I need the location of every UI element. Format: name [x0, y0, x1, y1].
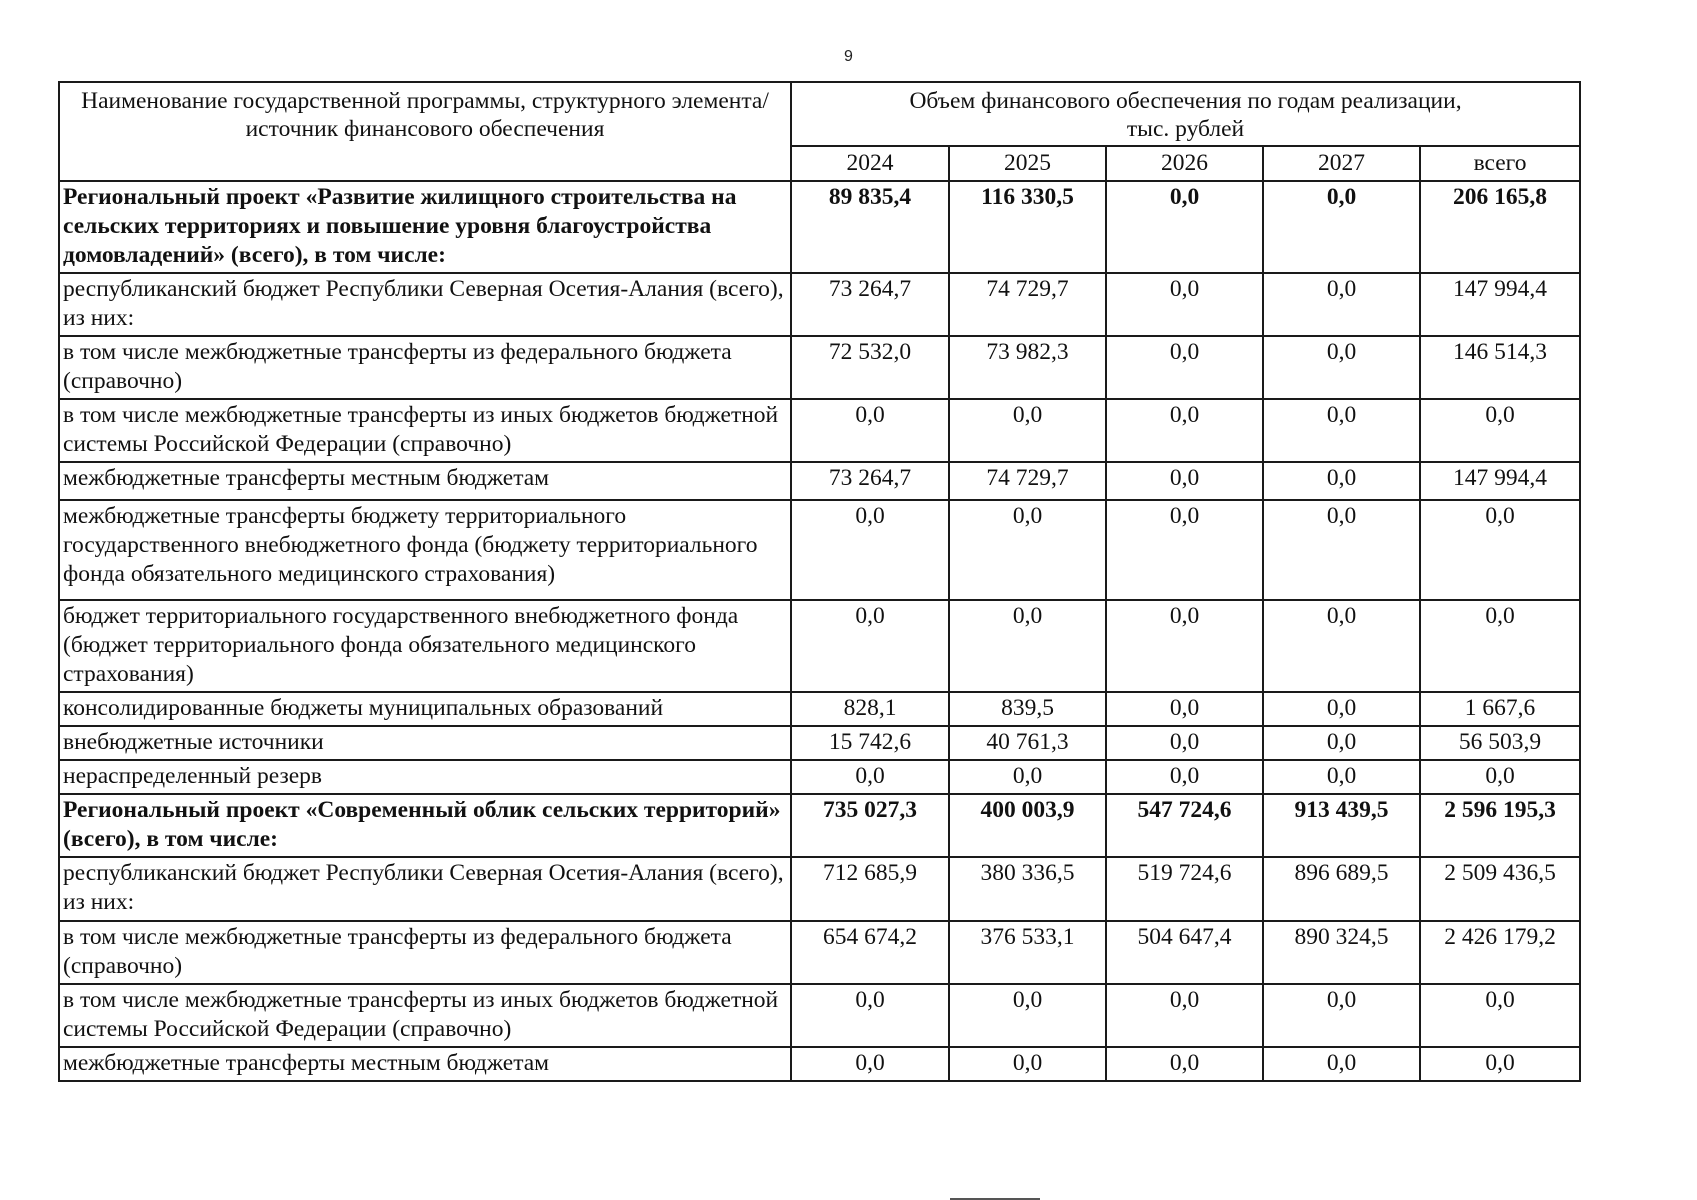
year-header-2024: 2024 — [791, 146, 949, 181]
cell-2025: 839,5 — [949, 692, 1106, 726]
cell-2026: 0,0 — [1106, 600, 1263, 692]
cell-2024: 72 532,0 — [791, 336, 949, 399]
cell-2024: 73 264,7 — [791, 462, 949, 500]
row-label: республиканский бюджет Республики Северная Осетия-Алания (всего), из них: — [59, 273, 791, 336]
row-label: республиканский бюджет Республики Северная Осетия-Алания (всего), из них: — [59, 857, 791, 921]
cell-total: 0,0 — [1420, 399, 1580, 462]
cell-total: 2 426 179,2 — [1420, 921, 1580, 984]
cell-2024: 0,0 — [791, 1047, 949, 1081]
cell-total: 0,0 — [1420, 1047, 1580, 1081]
cell-2027: 0,0 — [1263, 399, 1420, 462]
cell-2027: 0,0 — [1263, 500, 1420, 600]
row-label: межбюджетные трансферты местным бюджетам — [59, 1047, 791, 1081]
cell-2026: 0,0 — [1106, 760, 1263, 794]
cell-2027: 913 439,5 — [1263, 794, 1420, 857]
table-row — [59, 921, 1580, 984]
table-row — [59, 336, 1580, 399]
row-label: внебюджетные источники — [59, 726, 791, 760]
cell-2025: 116 330,5 — [949, 181, 1106, 273]
cell-2026: 504 647,4 — [1106, 921, 1263, 984]
cell-2025: 74 729,7 — [949, 462, 1106, 500]
cell-2024: 712 685,9 — [791, 857, 949, 921]
cell-2027: 0,0 — [1263, 273, 1420, 336]
cell-2024: 89 835,4 — [791, 181, 949, 273]
cell-2025: 0,0 — [949, 399, 1106, 462]
cell-2026: 0,0 — [1106, 1047, 1263, 1081]
cell-2027: 890 324,5 — [1263, 921, 1420, 984]
row-label: межбюджетные трансферты бюджету территориального государственного внебюджетного фонда (бюджету территориального фонда обязательного медицинского страхования) — [59, 500, 791, 600]
table-row — [59, 760, 1580, 794]
cell-total: 147 994,4 — [1420, 462, 1580, 500]
table-row — [59, 181, 1580, 273]
cell-2025: 380 336,5 — [949, 857, 1106, 921]
financing-table — [58, 81, 1581, 1082]
cell-2026: 0,0 — [1106, 273, 1263, 336]
header-row — [59, 82, 1580, 146]
cell-2025: 376 533,1 — [949, 921, 1106, 984]
cell-2027: 0,0 — [1263, 336, 1420, 399]
table-row — [59, 692, 1580, 726]
cell-2026: 0,0 — [1106, 692, 1263, 726]
cell-2026: 0,0 — [1106, 181, 1263, 273]
cell-2027: 0,0 — [1263, 692, 1420, 726]
cell-2027: 0,0 — [1263, 984, 1420, 1047]
cell-2024: 735 027,3 — [791, 794, 949, 857]
cell-total: 0,0 — [1420, 500, 1580, 600]
cell-total: 56 503,9 — [1420, 726, 1580, 760]
cell-2026: 547 724,6 — [1106, 794, 1263, 857]
volume-column-header — [791, 82, 1580, 146]
table-row — [59, 984, 1580, 1047]
table-row — [59, 399, 1580, 462]
cell-2024: 15 742,6 — [791, 726, 949, 760]
cell-2027: 0,0 — [1263, 600, 1420, 692]
cell-total: 146 514,3 — [1420, 336, 1580, 399]
cell-2024: 0,0 — [791, 600, 949, 692]
cell-2027: 0,0 — [1263, 1047, 1420, 1081]
cell-2025: 0,0 — [949, 1047, 1106, 1081]
volume-header-line2: тыс. рублей — [1126, 116, 1245, 142]
cell-total: 2 596 195,3 — [1420, 794, 1580, 857]
row-label: Региональный проект «Современный облик сельских территорий» (всего), в том числе: — [59, 794, 791, 857]
cell-2026: 0,0 — [1106, 726, 1263, 760]
cell-2024: 0,0 — [791, 500, 949, 600]
table-row — [59, 794, 1580, 857]
cell-total: 2 509 436,5 — [1420, 857, 1580, 921]
table-row — [59, 462, 1580, 500]
cell-2025: 74 729,7 — [949, 273, 1106, 336]
cell-2025: 73 982,3 — [949, 336, 1106, 399]
cell-2024: 0,0 — [791, 984, 949, 1047]
row-label: Региональный проект «Развитие жилищного строительства на сельских территориях и повышение уровня благоустройства домовладений» (всего), в том числе: — [59, 181, 791, 273]
cell-2027: 896 689,5 — [1263, 857, 1420, 921]
cell-2027: 0,0 — [1263, 760, 1420, 794]
cell-2024: 828,1 — [791, 692, 949, 726]
cell-2024: 0,0 — [791, 399, 949, 462]
cell-2026: 519 724,6 — [1106, 857, 1263, 921]
row-label: консолидированные бюджеты муниципальных образований — [59, 692, 791, 726]
table-row — [59, 500, 1580, 600]
cell-total: 0,0 — [1420, 760, 1580, 794]
cell-2024: 654 674,2 — [791, 921, 949, 984]
cell-2026: 0,0 — [1106, 984, 1263, 1047]
row-label: в том числе межбюджетные трансферты из федерального бюджета (справочно) — [59, 336, 791, 399]
row-label: в том числе межбюджетные трансферты из иных бюджетов бюджетной системы Российской Федерации (справочно) — [59, 399, 791, 462]
year-header-2025: 2025 — [949, 146, 1106, 181]
cell-total: 0,0 — [1420, 984, 1580, 1047]
cell-2026: 0,0 — [1106, 462, 1263, 500]
cell-2027: 0,0 — [1263, 462, 1420, 500]
year-header-2026: 2026 — [1106, 146, 1263, 181]
table-row — [59, 1047, 1580, 1081]
cell-total: 1 667,6 — [1420, 692, 1580, 726]
page-number: 9 — [844, 48, 853, 65]
row-label: в том числе межбюджетные трансферты из федерального бюджета (справочно) — [59, 921, 791, 984]
cell-2025: 0,0 — [949, 984, 1106, 1047]
cell-total: 206 165,8 — [1420, 181, 1580, 273]
cell-total: 0,0 — [1420, 600, 1580, 692]
cell-2026: 0,0 — [1106, 399, 1263, 462]
cell-2026: 0,0 — [1106, 500, 1263, 600]
cell-2024: 0,0 — [791, 760, 949, 794]
cell-2025: 400 003,9 — [949, 794, 1106, 857]
row-label: нераспределенный резерв — [59, 760, 791, 794]
cell-2026: 0,0 — [1106, 336, 1263, 399]
table-row — [59, 857, 1580, 921]
year-header-2027: 2027 — [1263, 146, 1420, 181]
cell-total: 147 994,4 — [1420, 273, 1580, 336]
table-row — [59, 273, 1580, 336]
cell-2027: 0,0 — [1263, 726, 1420, 760]
cell-2025: 0,0 — [949, 600, 1106, 692]
cell-2025: 40 761,3 — [949, 726, 1106, 760]
cell-2025: 0,0 — [949, 760, 1106, 794]
cell-2024: 73 264,7 — [791, 273, 949, 336]
volume-header-line1: Объем финансового обеспечения по годам реализации, — [909, 88, 1462, 114]
cell-2025: 0,0 — [949, 500, 1106, 600]
year-header-total: всего — [1420, 146, 1580, 181]
name-column-header: Наименование государственной программы, структурного элемента/источник финансового обеспечения — [59, 82, 791, 181]
table-body — [59, 181, 1580, 1081]
row-label: бюджет территориального государственного внебюджетного фонда (бюджет территориального фонда обязательного медицинского страхования) — [59, 600, 791, 692]
row-label: межбюджетные трансферты местным бюджетам — [59, 462, 791, 500]
table-row — [59, 600, 1580, 692]
row-label: в том числе межбюджетные трансферты из иных бюджетов бюджетной системы Российской Федерации (справочно) — [59, 984, 791, 1047]
table-row — [59, 726, 1580, 760]
cell-2027: 0,0 — [1263, 181, 1420, 273]
